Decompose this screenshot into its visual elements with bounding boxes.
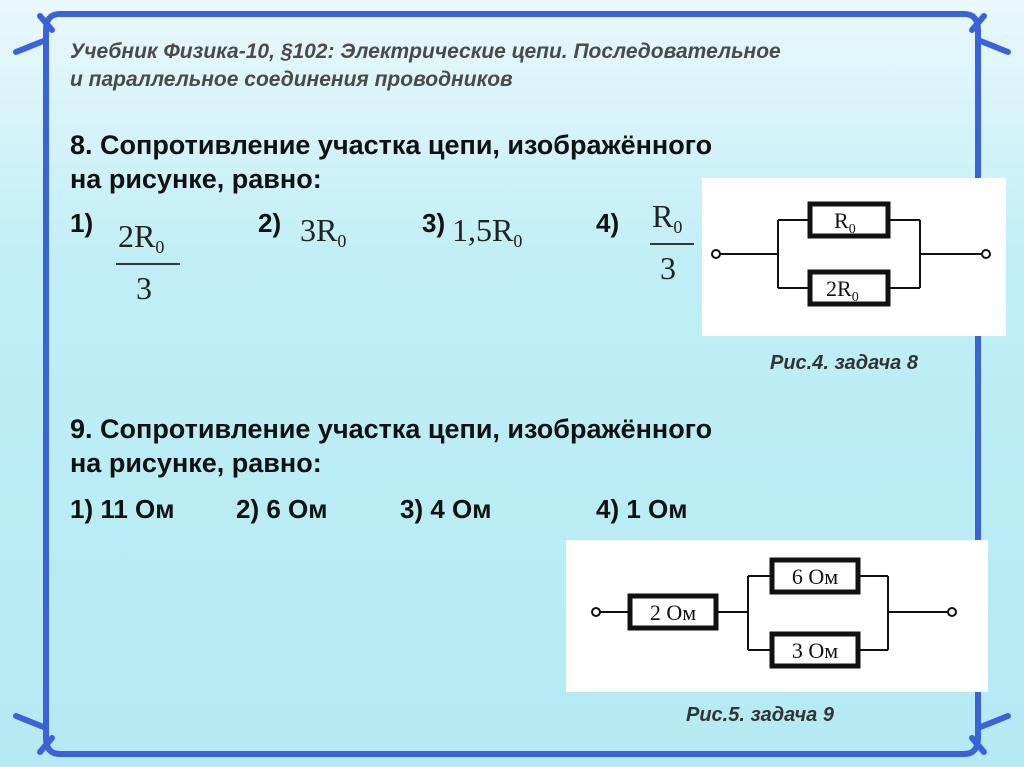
- fig4-resistor-top-label: $R_0$: [834, 208, 856, 237]
- q8-option-1-number: 1): [70, 208, 94, 238]
- fig4-left-terminal: [712, 250, 720, 258]
- q9-option-1: 1) 11 Ом: [70, 494, 175, 524]
- figure-4-caption: Рис.4. задача 8: [770, 352, 918, 374]
- q8-option-1-fraction-bar: [116, 263, 180, 265]
- fig5-resistor-series-label: 2 Ом: [649, 600, 697, 625]
- q8-option-4-number: 4): [596, 208, 620, 238]
- q8-option-3-value: $1,5R_0$: [452, 212, 523, 251]
- question-9-line-2: на рисунке, равно:: [70, 448, 322, 478]
- fig4-right-terminal: [982, 250, 990, 258]
- figure-4-panel: [702, 178, 1006, 336]
- question-9-line-1: 9. Сопротивление участка цепи, изображённого: [70, 414, 713, 444]
- q9-option-2: 2) 6 Ом: [236, 494, 328, 524]
- figure-5-caption: Рис.5. задача 9: [686, 704, 834, 726]
- question-8-line-1: 8. Сопротивление участка цепи, изображённого: [70, 130, 713, 160]
- q8-option-1-denominator: 3: [136, 270, 152, 306]
- question-8-line-2: на рисунке, равно:: [70, 164, 322, 194]
- fig5-left-terminal: [592, 608, 600, 616]
- q8-option-3-number: 3): [422, 208, 446, 238]
- figure-4-circuit: [702, 178, 1006, 336]
- slide-header: [70, 38, 970, 94]
- header-line-2: и параллельное соединения проводников: [70, 68, 513, 91]
- q8-option-4-numerator: $R_0$: [652, 198, 683, 237]
- fig4-resistor-bottom-label: $2R_0$: [826, 276, 859, 305]
- figure-5-circuit: [566, 540, 988, 692]
- fig5-resistor-bottom-label: 3 Ом: [791, 638, 839, 663]
- q8-option-2-number: 2): [258, 208, 282, 238]
- fig5-resistor-top-label: 6 Ом: [791, 564, 839, 589]
- header-line-1: Учебник Физика-10, §102: Электрические цепи. Последовательное: [70, 40, 781, 63]
- fig5-right-terminal: [948, 608, 956, 616]
- q8-option-2-value: $3R_0$: [300, 212, 347, 251]
- figure-5-panel: [566, 540, 988, 692]
- q9-option-4: 4) 1 Ом: [596, 494, 688, 524]
- q9-option-3: 3) 4 Ом: [400, 494, 492, 524]
- q8-option-1-numerator: $2R_0$: [118, 218, 165, 257]
- q8-option-4-fraction-bar: [650, 243, 694, 245]
- q8-option-4-denominator: 3: [660, 250, 676, 286]
